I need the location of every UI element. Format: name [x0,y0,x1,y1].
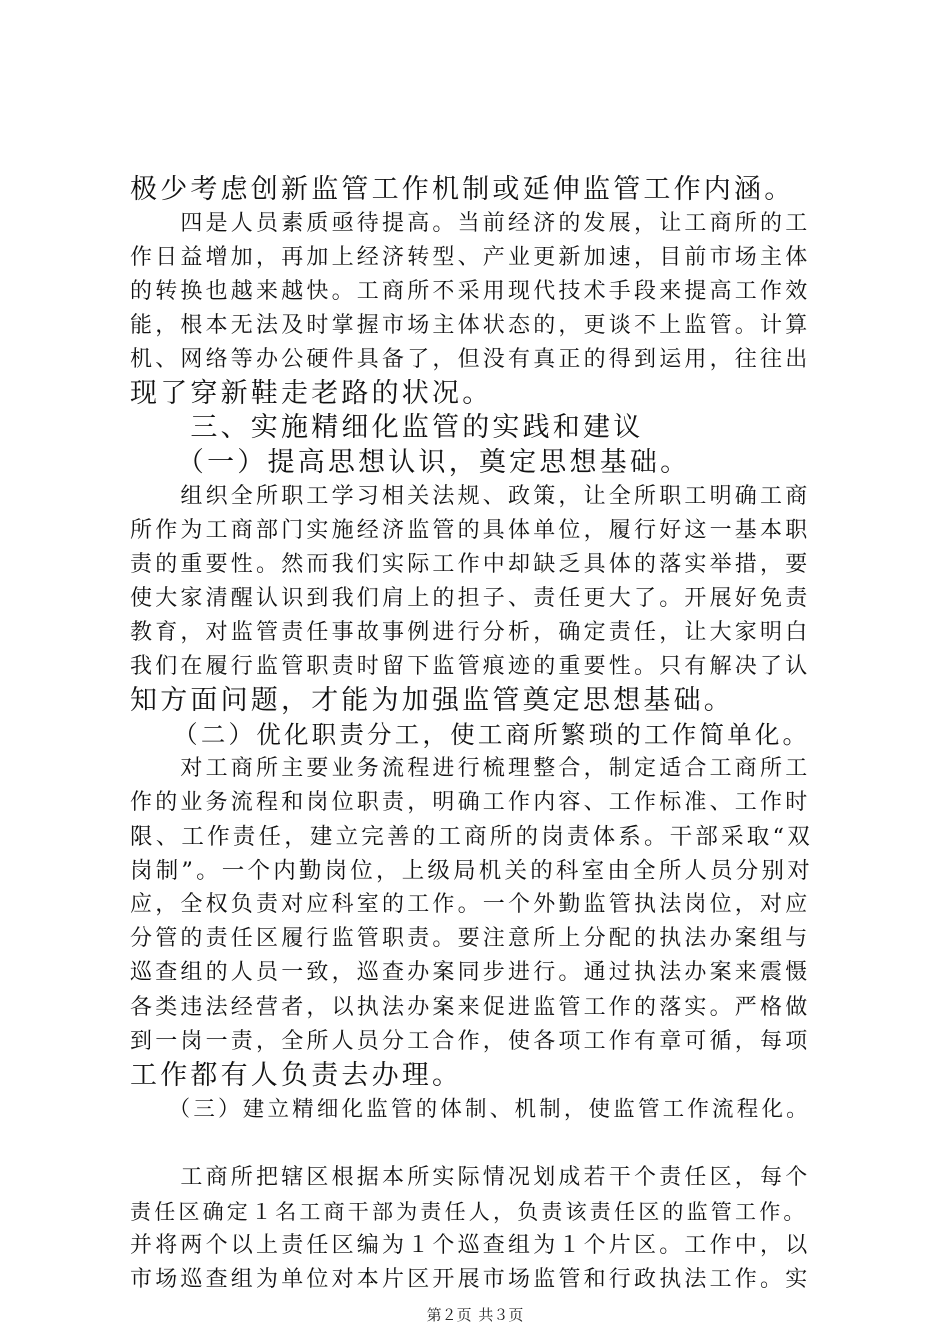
text-line: 巡查组的人员一致，巡查办案同步进行。通过执法办案来震慑 [130,960,811,986]
text-line: 所作为工商部门实施经济监管的具体单位，履行好这一基本职 [130,517,811,543]
text-line: 教育，对监管责任事故事例进行分析，确定责任，让大家明白 [130,619,811,645]
text-line: 知方面问题，才能为加强监管奠定思想基础。 [130,684,734,716]
text-line: 工商所把辖区根据本所实际情况划成若干个责任区，每个 [130,1164,811,1190]
section-heading: 三、实施精细化监管的实践和建议 [130,412,644,444]
text-line: 分管的责任区履行监管职责。要注意所上分配的执法办案组与 [130,926,811,952]
text-line: 使大家清醒认识到我们肩上的担子、责任更大了。开展好免责 [130,585,811,611]
text-line: 市场巡查组为单位对本片区开展市场监管和行政执法工作。实 [130,1267,811,1292]
text-line: 对工商所主要业务流程进行梳理整合，制定适合工商所工 [130,756,811,782]
text-line: 机、网络等办公硬件具备了，但没有真正的得到运用，往往出 [130,347,811,373]
page-number: 第２页 [426,1306,472,1324]
text-line: 我们在履行监管职责时留下监管痕迹的重要性。只有解决了认 [130,653,811,679]
text-line: 岗制”。一个内勤岗位，上级局机关的科室由全所人员分别对 [130,858,813,885]
subsection-heading: （一）提高思想认识，奠定思想基础。 [130,446,691,478]
page-total: 共３页 [478,1306,524,1324]
text-line: 作的业务流程和岗位职责，明确工作内容、工作标准、工作时 [130,790,811,816]
text-line: 能，根本无法及时掌握市场主体状态的，更谈不上监管。计算 [130,313,811,339]
subsection-heading: （二）优化职责分工，使工商所繁琐的工作简单化。 [130,720,811,749]
text-line: 工作都有人负责去办理。 [130,1059,463,1091]
text-line: 四是人员素质亟待提高。当前经济的发展，让工商所的工 [130,211,811,237]
text-line: 应，全权负责对应科室的工作。一个外勤监管执法岗位，对应 [130,892,811,918]
subsection-heading: （三）建立精细化监管的体制、机制，使监管工作流程化。 [130,1096,811,1122]
text-line: 现了穿新鞋走老路的状况。 [130,378,493,410]
text-line: 极少考虑创新监管工作机制或延伸监管工作内涵。 [130,174,795,205]
text-line: 的转换也越来越快。工商所不采用现代技术手段来提高工作效 [130,279,811,305]
text-line: 到一岗一责，全所人员分工合作，使各项工作有章可循，每项 [130,1028,811,1054]
text-line: 责的重要性。然而我们实际工作中却缺乏具体的落实举措，要 [130,551,811,577]
page-footer [0,1305,950,1325]
text-line: 并将两个以上责任区编为１个巡查组为１个片区。工作中，以 [130,1232,811,1258]
text-line: 作日益增加，再加上经济转型、产业更新加速，目前市场主体 [130,245,811,271]
text-line: 责任区确定１名工商干部为责任人，负责该责任区的监管工作。 [130,1199,808,1224]
text-line: 限、工作责任，建立完善的工商所的岗责体系。干部采取“双 [130,824,813,851]
text-line: 各类违法经营者，以执法办案来促进监管工作的落实。严格做 [130,994,811,1020]
text-line: 组织全所职工学习相关法规、政策，让全所职工明确工商 [130,483,811,509]
